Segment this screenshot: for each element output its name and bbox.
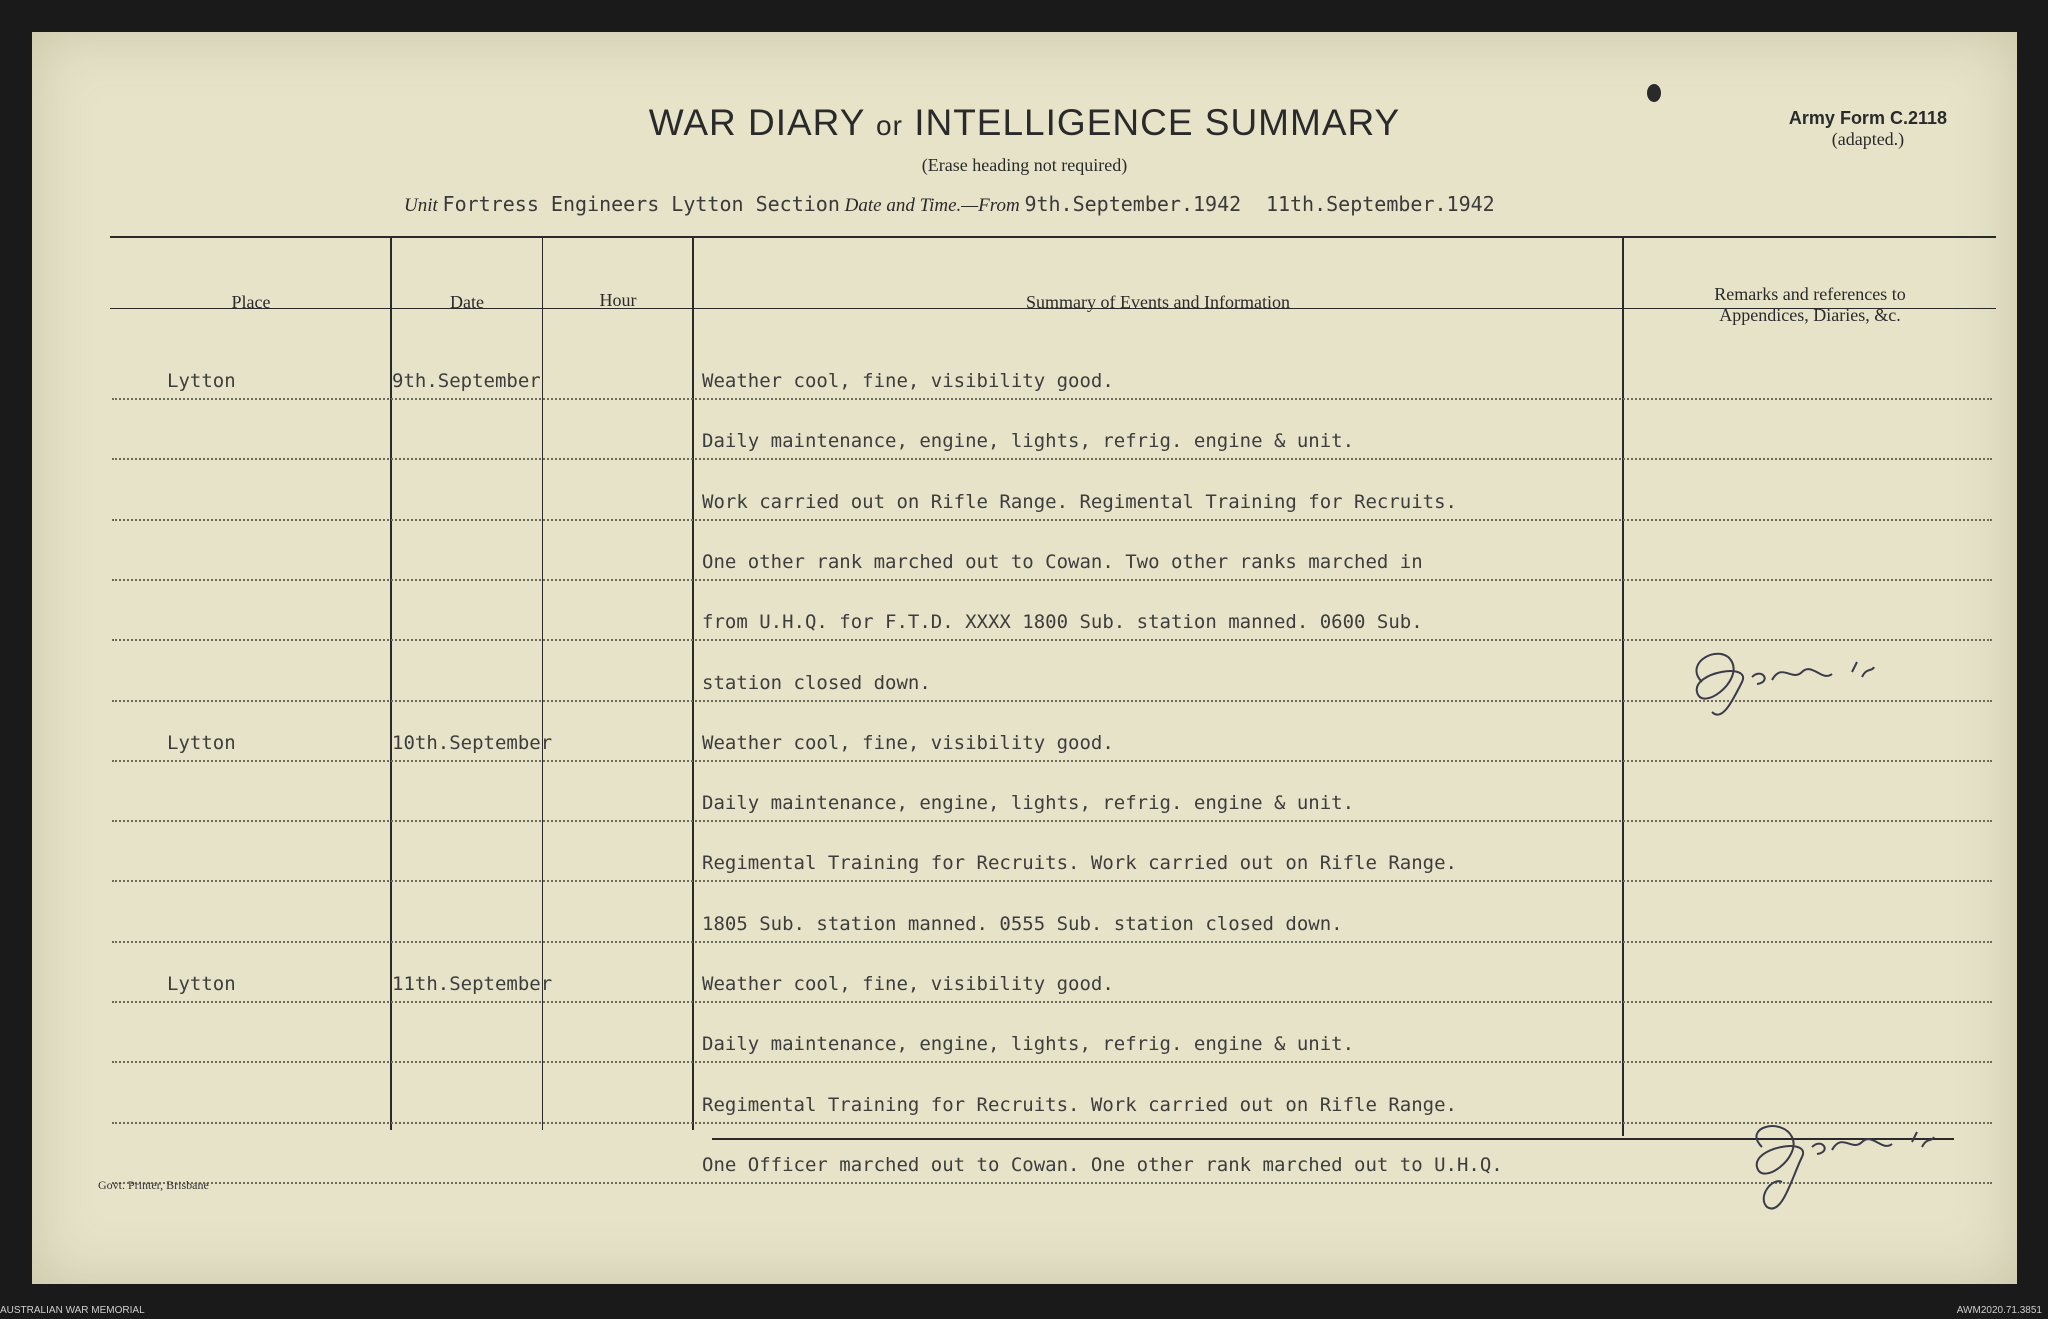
row-date: 9th.September [392,370,541,392]
unit-value: Fortress Engineers Lytton Section [442,192,840,216]
date-to: 11th.September.1942 [1265,192,1495,216]
row-rule [112,458,1992,460]
diary-page [32,32,2017,1284]
remarks-line1: Remarks and references to [1714,284,1906,304]
row-summary: Weather cool, fine, visibility good. [702,370,1114,392]
row-summary: Regimental Training for Recruits. Work carried out on Rifle Range. [702,852,1457,875]
row-date: 11th.September [392,973,553,995]
row-rule [112,1061,1992,1063]
col-header-date: Date [450,292,484,312]
footer-archive: AUSTRALIAN WAR MEMORIAL [0,1305,145,1316]
date-label: Date and Time.—From [844,195,1020,216]
row-summary: 1805 Sub. station manned. 0555 Sub. station closed down. [702,912,1343,935]
army-form-adapted: (adapted.) [1831,129,1905,149]
row-summary: station closed down. [702,671,931,694]
row-rule [112,880,1992,882]
row-summary: Daily maintenance, engine, lights, refrig. engine & unit. [702,792,1355,815]
row-rule [112,1182,1992,1184]
title-part2: INTELLIGENCE SUMMARY [914,102,1401,143]
title-or: or [876,110,903,141]
row-summary: Regimental Training for Recruits. Work carried out on Rifle Range. [702,1093,1457,1116]
col-header-summary: Summary of Events and Information [1026,292,1290,312]
erase-note: (Erase heading not required) [921,155,1128,175]
row-summary: Daily maintenance, engine, lights, refrig. engine & unit. [702,430,1355,453]
col-header-remarks [1624,284,1996,326]
row-rule [112,1001,1992,1003]
title-part1: WAR DIARY [648,102,865,143]
unit-line [404,192,1495,217]
row-summary: Weather cool, fine, visibility good. [702,731,1114,754]
unit-label: Unit [404,195,438,216]
row-rule [112,398,1992,400]
army-form-label [1789,108,1947,150]
footer-reference: AWM2020.71.3851 [1956,1305,2042,1316]
table-top-rule [110,236,1996,238]
col-divider-date [542,236,543,1130]
signature-2 [1722,1107,1982,1237]
row-place: Lytton [167,370,236,392]
row-rule [112,820,1992,822]
row-rule [112,519,1992,521]
row-rule [112,941,1992,943]
signature-1 [1662,622,1922,742]
row-summary: Daily maintenance, engine, lights, refrig. engine & unit. [702,1033,1355,1056]
col-header-hour: Hour [599,290,637,310]
row-rule [112,760,1992,762]
col-divider-hour [692,236,694,1130]
punch-hole [1647,84,1661,102]
row-date: 10th.September [392,731,553,754]
row-place: Lytton [167,731,236,754]
form-title [32,102,2017,144]
row-rule [112,1122,1992,1124]
row-summary: One Officer marched out to Cowan. One other rank marched out to U.H.Q. [702,1153,1503,1176]
row-summary: from U.H.Q. for F.T.D. XXXX 1800 Sub. station manned. 0600 Sub. [702,611,1423,634]
row-summary: Work carried out on Rifle Range. Regimental Training for Recruits. [702,490,1457,513]
date-from: 9th.September.1942 [1024,192,1242,216]
remarks-line2: Appendices, Diaries, &c. [1719,305,1901,325]
row-summary: One other rank marched out to Cowan. Two other ranks marched in [702,550,1423,573]
printer-imprint: Govt. Printer, Brisbane [98,1178,209,1192]
army-form-number: Army Form C.2118 [1788,108,1947,128]
row-place: Lytton [167,973,236,995]
col-header-place: Place [231,292,271,312]
row-rule [112,579,1992,581]
row-summary: Weather cool, fine, visibility good. [702,973,1114,995]
